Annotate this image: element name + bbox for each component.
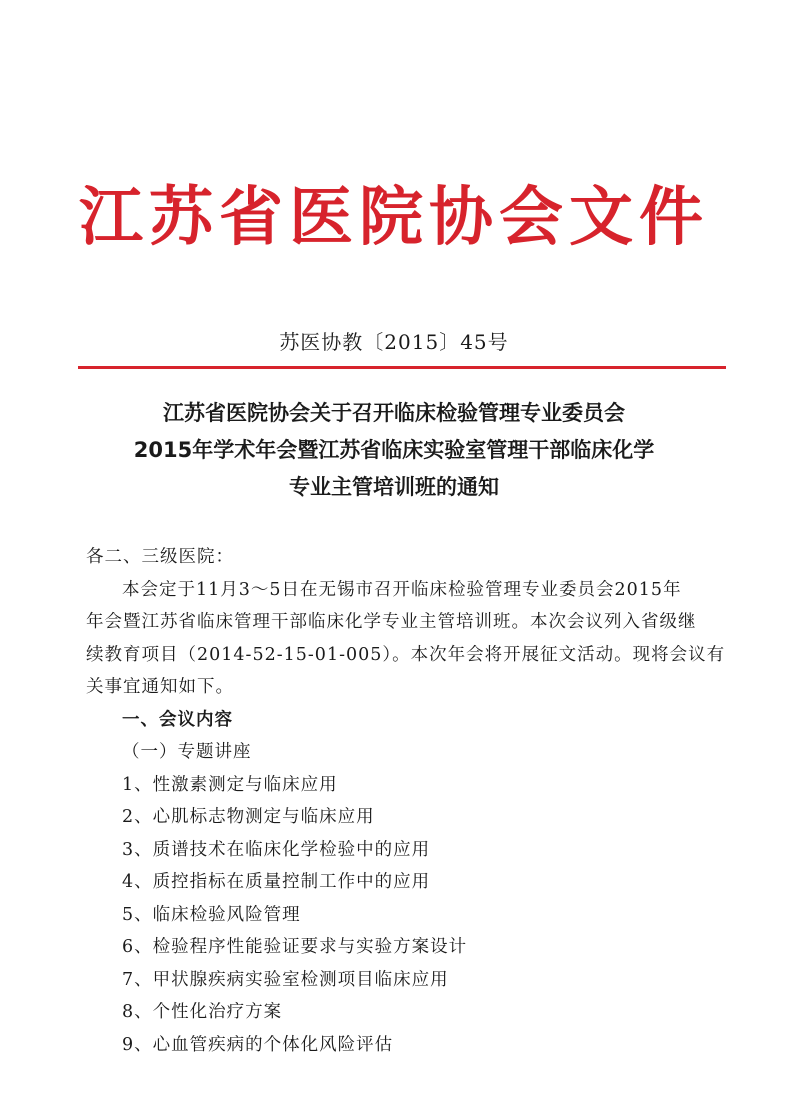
list-item: 7、甲状腺疾病实验室检测项目临床应用 [122,969,449,990]
list-item: 8、个性化治疗方案 [122,1002,283,1022]
list-item: 4、质控指标在质量控制工作中的应用 [122,872,431,892]
paragraph-line-4: 关事宜通知如下。 [86,677,234,697]
title-line-2: 2015年学术年会暨江苏省临床实验室管理干部临床化学 [133,438,655,462]
list-item: 3、质谱技术在临床化学检验中的应用 [122,839,431,860]
list-item: 9、心血管疾病的个体化风险评估 [122,1034,394,1055]
red-divider-line [78,366,726,369]
notice-body [86,541,726,1061]
paragraph-line-3: 续教育项目（2014-52-15-01-005）。本次年会将开展征文活动。现将会议有 [86,644,726,665]
list-item: 6、检验程序性能验证要求与实验方案设计 [122,937,468,957]
list-item: 5、临床检验风险管理 [122,904,301,925]
list-item: 1、性激素测定与临床应用 [122,774,338,795]
salutation: 各二、三级医院： [86,547,234,567]
org-document-header: 江苏省医院协会文件 [79,180,709,255]
paragraph-line-2: 年会暨江苏省临床管理干部临床化学专业主管培训班。本次会议列入省级继 [86,612,697,632]
document-number: 苏医协教〔2015〕45号 [279,330,509,354]
sub-heading: （一）专题讲座 [122,742,252,762]
paragraph-line-1: 本会定于11月3～5日在无锡市召开临床检验管理专业委员会2015年 [122,579,682,600]
title-line-3: 专业主管培训班的通知 [289,475,499,499]
section-heading: 一、会议内容 [122,709,233,730]
notice-title [0,395,788,506]
title-line-1: 江苏省医院协会关于召开临床检验管理专业委员会 [163,401,625,425]
list-item: 2、心肌标志物测定与临床应用 [122,807,375,827]
